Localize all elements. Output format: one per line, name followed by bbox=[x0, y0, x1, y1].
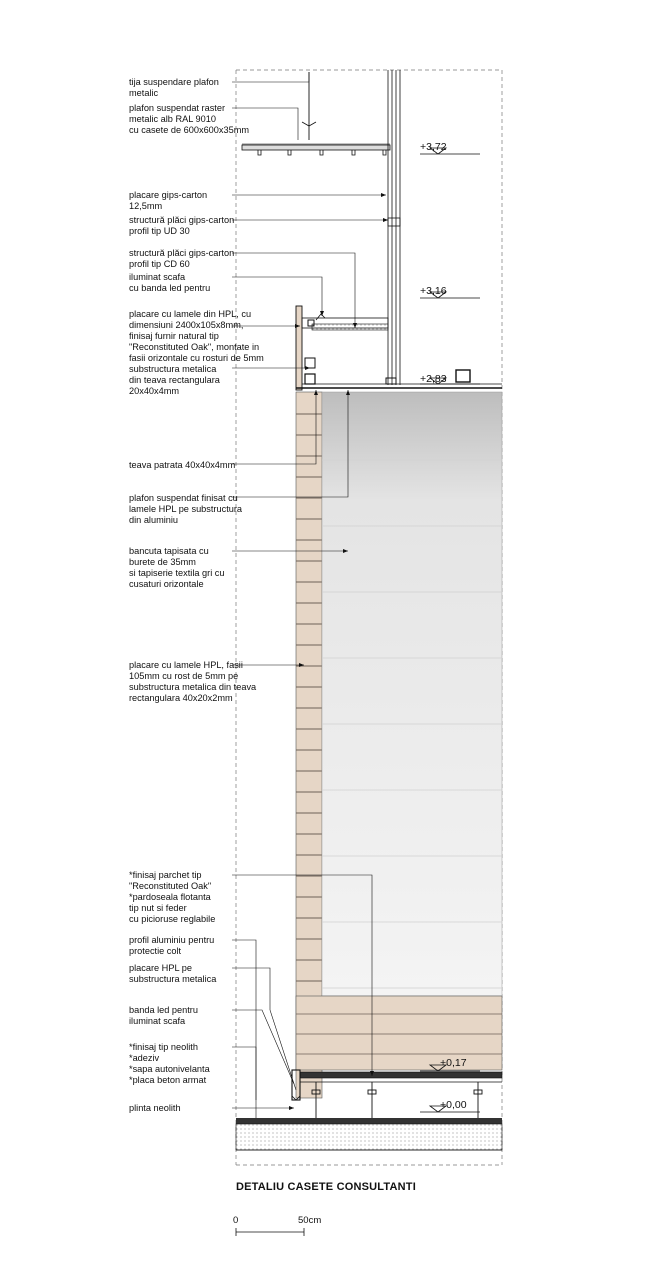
level-316: +3,16 bbox=[420, 285, 447, 297]
label-hpl-cladding: placare HPL pe substructura metalica bbox=[129, 963, 217, 984]
label-cove-lighting: iluminat scafa cu banda led pentru bbox=[129, 272, 211, 293]
label-neolith-finish: *finisaj tip neolith *adeziv *sapa autonivelanta *placa beton armat bbox=[129, 1042, 210, 1085]
level-283: +2,83 bbox=[420, 373, 447, 385]
label-neolith-skirting: plinta neolith bbox=[129, 1103, 181, 1113]
scale-end: 50cm bbox=[298, 1215, 322, 1226]
level-000: +0,00 bbox=[440, 1099, 467, 1111]
label-metal-substructure: substructura metalica din teava rectangulara 20x40x4mm bbox=[129, 364, 220, 396]
floor-slab bbox=[236, 1118, 502, 1150]
level-017: +0,17 bbox=[440, 1057, 467, 1069]
label-cd60-profile: structură plăci gips-carton profil tip CD 60 bbox=[129, 248, 235, 269]
label-hpl-wall-slats: placare cu lamele HPL, fasii 105mm cu rost de 5mm pe substructura metalica din teava rectangulara 40x20x2mm bbox=[129, 660, 257, 703]
raised-floor bbox=[292, 1070, 502, 1118]
scale-start: 0 bbox=[233, 1215, 239, 1226]
raster-ceiling bbox=[242, 72, 390, 155]
upholstered-bench bbox=[322, 392, 502, 996]
label-ceiling-rod: tija suspendare plafon metalic bbox=[129, 77, 219, 98]
label-ud30-profile: structură plăci gips-carton profil tip UD 30 bbox=[129, 215, 235, 236]
hpl-cladding bbox=[296, 392, 322, 1098]
label-square-tube: teava patrata 40x40x4mm bbox=[129, 460, 236, 470]
scale-bar bbox=[236, 1228, 304, 1236]
gypsum-wall bbox=[388, 70, 400, 385]
label-raster-ceiling: plafon suspendat raster metalic alb RAL 9010 cu casete de 600x600x35mm bbox=[129, 103, 250, 135]
label-gypsum-board: placare gips-carton 12,5mm bbox=[129, 190, 208, 211]
drawing-title: DETALIU CASETE CONSULTANTI bbox=[236, 1181, 416, 1193]
level-372: +3,72 bbox=[420, 141, 447, 153]
cove-box bbox=[296, 306, 502, 390]
label-hpl-slats-cove: placare cu lamele din HPL, cu dimensiuni 2400x105x8mm, finisaj furnir natural tip "Reconstituted Oak", montate in fasii orizontale cu rosturi de 5mm bbox=[129, 309, 264, 363]
label-parquet-floor: *finisaj parchet tip "Reconstituted Oak" *pardoseala flotanta tip nut si feder cu picioruse reglabile bbox=[129, 870, 216, 924]
label-led-strip: banda led pentru iluminat scafa bbox=[129, 1005, 198, 1026]
label-upholstered-bench: bancuta tapisata cu burete de 35mm si tapiserie textila gri cu cusaturi orizontale bbox=[129, 546, 225, 589]
lower-hpl-block bbox=[296, 996, 502, 1070]
label-hpl-ceiling: plafon suspendat finisat cu lamele HPL pe substructura din aluminiu bbox=[129, 493, 243, 525]
label-corner-profile: profil aluminiu pentru protectie colt bbox=[129, 935, 215, 956]
